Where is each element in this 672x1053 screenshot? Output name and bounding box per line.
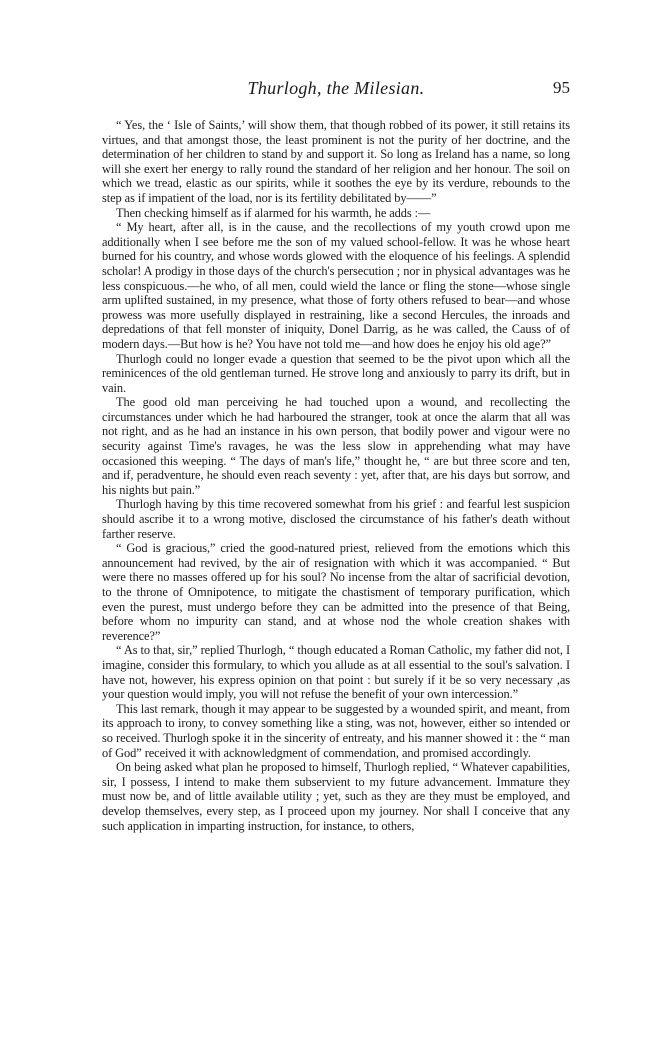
paragraph: “ God is gracious,” cried the good-natured priest, relieved from the emotions which this announcement had revived, by the air of resignation with which it was accompanied. “ But were there no masses offered up for his soul? No incense from the altar of sacrificial devotion, to the throne of Omnipotence, to mitigate the chastisment of temporary purification, which even the purest, must undergo before they can be admitted into the presence of that Being, before whom no impurity can stand, and at whose nod the whole creation shakes with reverence?” [102,541,570,643]
paragraph: “ My heart, after all, is in the cause, and the recollections of my youth crowd upon me additionally when I see before me the son of my valued school-fellow. It was he whose heart burned for his country, and whose words glowed with the eloquence of his feelings. A splendid scholar! A prodigy in those days of the church's persecution ; nor in physical advantages was he less conspicuous.—he who, of all men, could wield the lance or fling the stone—whose single arm uplifted sustained, in my presence, what those of forty others refused to bear—and whose prowess was more usefully displayed in restraining, like a second Hercules, the inroads and depredations of that fell monster of iniquity, Donel Darrig, as he was called, the Causs of of modern days.—But how is he? You have not told me—and how does he enjoy his old age?” [102,220,570,351]
paragraph: Thurlogh could no longer evade a question that seemed to be the pivot upon which all the reminicences of the old gentleman turned. He strove long and anxiously to parry its drift, but in vain. [102,351,570,395]
paragraph: This last remark, though it may appear to be suggested by a wounded spirit, and meant, from its approach to irony, to convey something like a sting, was not, however, either so intended or so received. Thurlogh spoke it in the sincerity of entreaty, and his manner showed it : the “ man of God” received it with acknowledgment of commendation, and promised accordingly. [102,701,570,760]
paragraph: “ Yes, the ‘ Isle of Saints,’ will show them, that though robbed of its power, it still retains its virtues, and that amongst those, the least prominent is not the purity of her doctrine, and the determination of her children to stand by and support it. So long as Ireland has a name, so long will she exert her energy to rally round the standard of her religion and her honour. The soil on which we tread, elastic as our spirits, while it soothes the eye by its verdure, rebounds to the step as if impatient of the load, nor is its fertility debilitated by——” [102,118,570,205]
running-title: Thurlogh, the Milesian. [247,78,425,98]
body-text [102,118,570,833]
paragraph: “ As to that, sir,” replied Thurlogh, “ though educated a Roman Catholic, my father did not, I imagine, consider this formulary, to which you allude as at all essential to the soul's salvation. I have not, however, his express opinion on that point : but surely if it be so very necessary ,as your question would imply, you will not refuse the benefit of your own intercession.” [102,643,570,702]
page-header [102,78,570,104]
paragraph: On being asked what plan he proposed to himself, Thurlogh replied, “ Whatever capabilities, sir, I possess, I intend to make them subservient to my future advancement. Immature they must now be, and of little available utility ; yet, such as they are they must be employed, and develop themselves, every step, as I proceed upon my journey. Nor shall I conceive that any such application in imparting instruction, for instance, to others, [102,760,570,833]
paragraph: Then checking himself as if alarmed for his warmth, he adds :— [116,205,431,220]
paragraph: The good old man perceiving he had touched upon a wound, and recollecting the circumstances under which he had harboured the stranger, took at once the alarm that all was not right, and as he had an instance in his own person, that bodily power and vigour were no security against Time's ravages, he was the less slow in apprehending what may have occasioned this weeping. “ The days of man's life,” thought he, “ are but three score and ten, and if, peradventure, he should even reach seventy : yet, after that, are his days but sorrow, and his nights but pain.” [102,395,570,497]
page-number: 95 [553,78,570,97]
paragraph: Thurlogh having by this time recovered somewhat from his grief : and fearful lest suspicion should ascribe it to a wrong motive, disclosed the circumstance of his father's death without farther reserve. [102,497,570,541]
